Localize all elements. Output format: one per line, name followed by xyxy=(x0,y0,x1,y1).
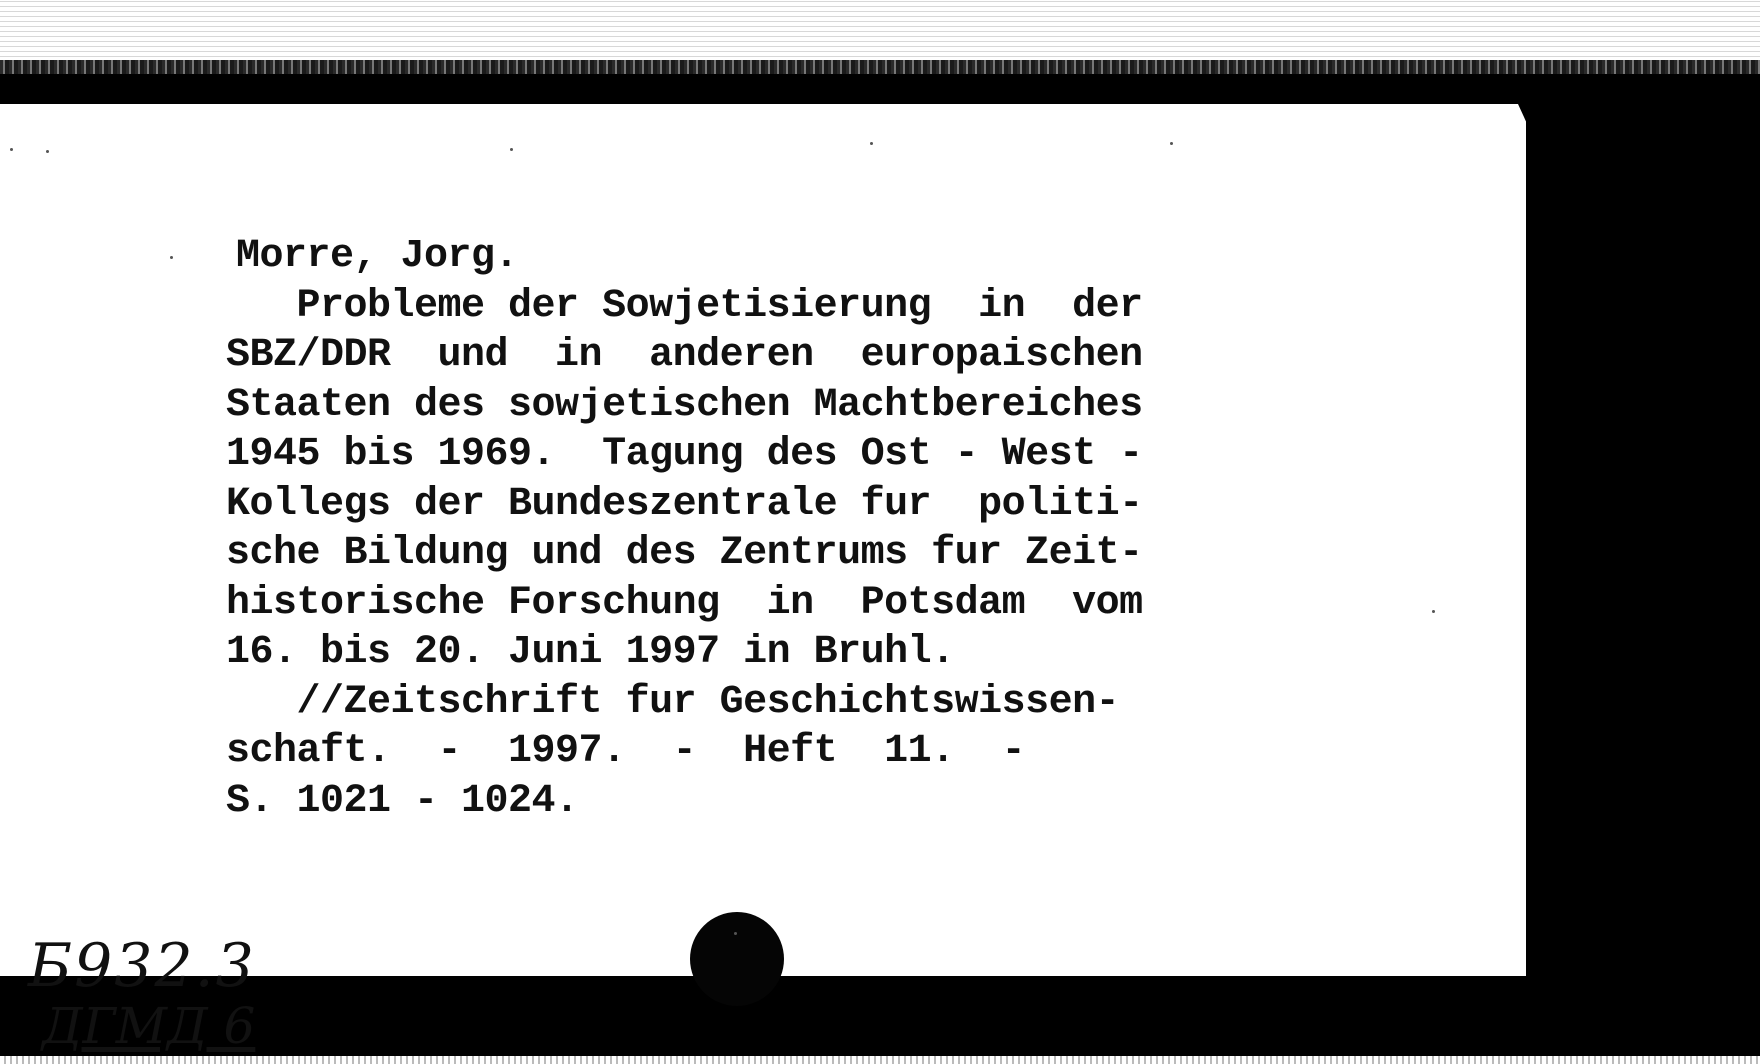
title-line: Staaten des sowjetischen Machtbereiches xyxy=(226,382,1143,428)
catalog-card xyxy=(0,104,1518,1055)
title-line: 1945 bis 1969. Tagung des Ost - West - xyxy=(226,432,1143,477)
dust-speck xyxy=(46,150,49,153)
source-line: schaft. - 1997. - Heft 11. - xyxy=(226,729,1026,774)
dust-speck xyxy=(870,142,873,145)
dust-speck xyxy=(1170,142,1173,145)
dust-speck xyxy=(734,932,737,935)
title-line: Probleme der Sowjetisierung in der xyxy=(226,283,1143,329)
dust-speck xyxy=(10,148,13,151)
title-line: historische Forschung in Potsdam vom xyxy=(226,580,1143,626)
dust-speck xyxy=(170,256,173,259)
call-number-line-1: Б932.3 xyxy=(28,931,256,1001)
scanner-bottom-band xyxy=(0,1056,1760,1064)
title-line: sche Bildung und des Zentrums fur Zeit- xyxy=(226,531,1143,576)
title-line: SBZ/DDR und in anderen europaischen xyxy=(226,333,1143,378)
call-number xyxy=(28,931,256,1055)
dust-speck xyxy=(1432,610,1435,613)
call-number-line-2: ДГМД 6 xyxy=(42,997,256,1055)
punch-hole xyxy=(690,912,784,1006)
dust-speck xyxy=(510,148,513,151)
scanner-top-band xyxy=(0,0,1760,74)
title-line: 16. bis 20. Juni 1997 in Bruhl. xyxy=(226,630,955,675)
bibliographic-entry xyxy=(226,232,1226,826)
source-line: S. 1021 - 1024. xyxy=(226,778,579,824)
source-line: //Zeitschrift fur Geschichtswissen- xyxy=(226,679,1120,725)
title-line: Kollegs der Bundeszentrale fur politi- xyxy=(226,481,1143,527)
author-line: Morre, Jorg. xyxy=(236,234,519,279)
